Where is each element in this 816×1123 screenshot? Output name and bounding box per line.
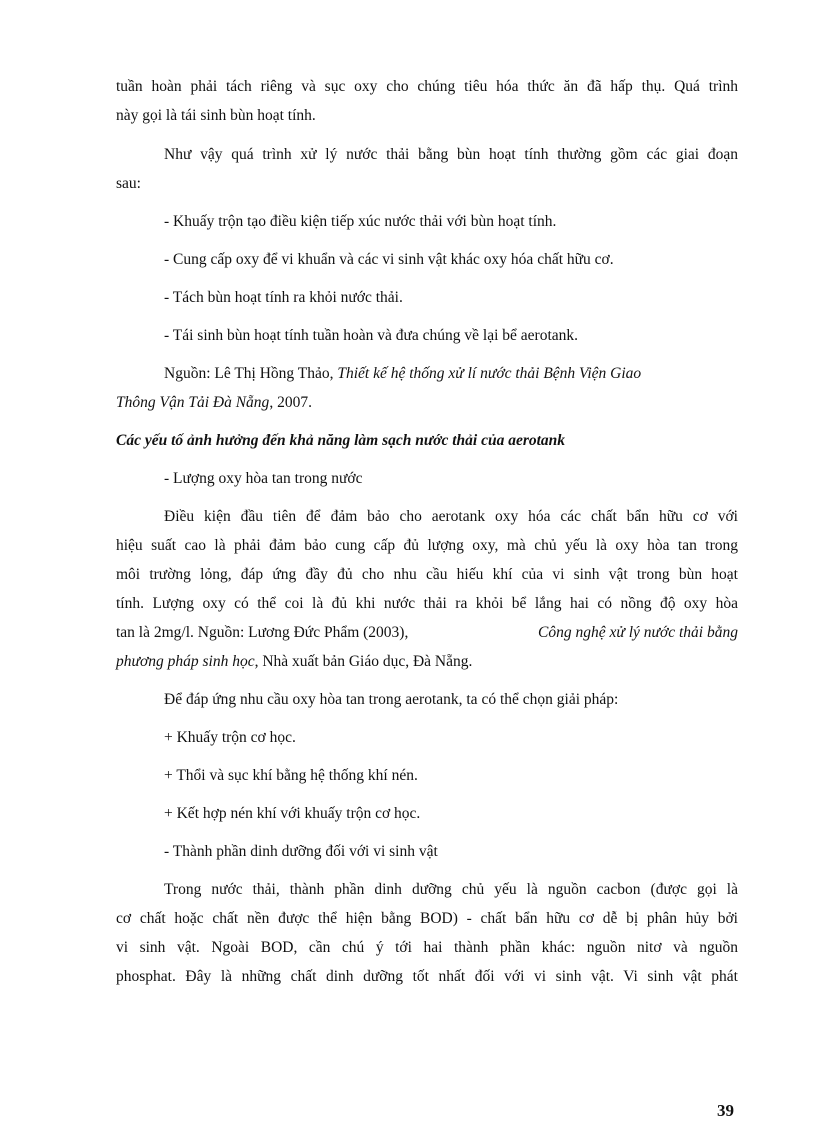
paragraph-text: , Nhà xuất bản Giáo dục, Đà Nẵng. <box>254 653 473 670</box>
paragraph-line: này gọi là tái sinh bùn hoạt tính. <box>116 107 316 124</box>
paragraph-line: Trong nước thải, thành phần dinh dưỡng chủ yếu là nguồn cacbon (được gọi là <box>164 881 738 898</box>
list-item: - Cung cấp oxy để vi khuẩn và các vi sinh vật khác oxy hóa chất hữu cơ. <box>164 251 614 268</box>
paragraph-text: tan là 2mg/l. Nguồn: Lương Đức Phẩm (2003), <box>116 624 409 641</box>
list-item: - Khuấy trộn tạo điều kiện tiếp xúc nước thải với bùn hoạt tính. <box>164 213 557 230</box>
paragraph-line: phosphat. Đây là những chất dinh dưỡng tốt nhất đối với vi sinh vật. Vi sinh vật phát <box>116 968 738 985</box>
paragraph-line: cơ chất hoặc chất nền được thể hiện bằng BOD) - chất bẩn hữu cơ dễ bị phân hủy bởi <box>116 910 738 927</box>
paragraph-line: Để đáp ứng nhu cầu oxy hòa tan trong aerotank, ta có thể chọn giải pháp: <box>164 691 619 708</box>
section-heading: Các yếu tố ảnh hưởng đến khả năng làm sạch nước thải của aerotank <box>116 432 566 449</box>
paragraph-line: tuần hoàn phải tách riêng và sục oxy cho chúng tiêu hóa thức ăn đã hấp thụ. Quá trình <box>116 78 738 95</box>
paragraph-line: Điều kiện đầu tiên để đảm bảo cho aerotank oxy hóa các chất bẩn hữu cơ với <box>164 508 738 525</box>
paragraph-line: Như vậy quá trình xử lý nước thải bằng bùn hoạt tính thường gồm các giai đoạn <box>164 146 738 163</box>
citation-line <box>116 393 816 413</box>
citation-title: Thông Vận Tải Đà Nẵng <box>116 394 270 411</box>
paragraph-line: vi sinh vật. Ngoài BOD, cần chú ý tới hai thành phần khác: nguồn nitơ và nguồn <box>116 939 738 956</box>
citation-prefix: Nguồn: Lê Thị Hồng Thảo, <box>164 365 338 382</box>
citation-suffix: , 2007. <box>269 394 312 411</box>
citation-line <box>164 364 738 384</box>
paragraph-line: sau: <box>116 175 141 192</box>
paragraph-line: hiệu suất cao là phải đảm bảo cung cấp đủ lượng oxy, mà chủ yếu là oxy hòa tan trong <box>116 537 738 554</box>
paragraph-line <box>116 652 816 672</box>
list-item: - Thành phần dinh dưỡng đối với vi sinh vật <box>164 843 438 860</box>
paragraph-line: tính. Lượng oxy có thể coi là đủ khi nước thải ra khỏi bể lắng hai có nồng độ oxy hòa <box>116 595 738 612</box>
list-item: + Kết hợp nén khí với khuấy trộn cơ học. <box>164 805 421 822</box>
paragraph-line: môi trường lỏng, đáp ứng đầy đủ cho nhu cầu hiếu khí của vi sinh vật trong bùn hoạt <box>116 566 738 583</box>
citation-title: Thiết kế hệ thống xử lí nước thải Bệnh Viện Giao <box>337 365 642 382</box>
list-item: + Thổi và sục khí bằng hệ thống khí nén. <box>164 767 418 784</box>
page-number: 39 <box>717 1101 734 1120</box>
paragraph-line <box>116 623 738 643</box>
citation-title: phương pháp sinh học <box>116 653 255 670</box>
list-item: - Tách bùn hoạt tính ra khỏi nước thải. <box>164 289 403 306</box>
list-item: - Lượng oxy hòa tan trong nước <box>164 470 363 487</box>
list-item: - Tái sinh bùn hoạt tính tuần hoàn và đưa chúng về lại bể aerotank. <box>164 327 579 344</box>
list-item: + Khuấy trộn cơ học. <box>164 729 296 746</box>
citation-title: Công nghệ xử lý nước thải bằng <box>538 624 738 641</box>
